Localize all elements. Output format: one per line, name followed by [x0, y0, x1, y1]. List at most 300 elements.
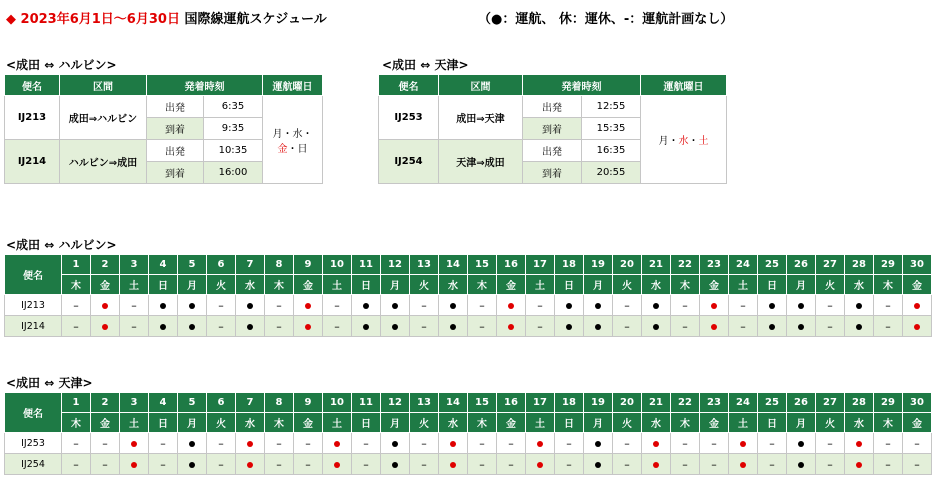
no-flight-mark: – — [294, 433, 323, 454]
legend: （●：運航、 休：運休、-：運航計画なし） — [478, 12, 734, 27]
col-header-flight: 便名 — [5, 75, 60, 96]
date-header: 13 — [410, 393, 439, 413]
no-flight-mark: – — [62, 295, 91, 316]
col-header-route: 区間 — [439, 75, 523, 96]
operating-cell — [294, 295, 323, 316]
weekday-header: 月 — [381, 275, 410, 295]
operating-dot — [247, 303, 253, 309]
date-header: 14 — [439, 393, 468, 413]
no-flight-mark: – — [265, 295, 294, 316]
date-header: 12 — [381, 393, 410, 413]
tianjin-summary-table — [378, 74, 727, 184]
dep-time: 10:35 — [204, 140, 263, 162]
date-header: 26 — [787, 393, 816, 413]
arr-label: 到着 — [147, 162, 204, 184]
date-header: 8 — [265, 393, 294, 413]
operating-cell — [294, 316, 323, 337]
operating-cell — [903, 295, 932, 316]
no-flight-mark: – — [62, 454, 91, 475]
date-header: 14 — [439, 255, 468, 275]
weekday-sep: ・ — [287, 143, 298, 155]
date-header: 19 — [584, 255, 613, 275]
no-flight-mark: – — [729, 316, 758, 337]
operating-cell — [584, 454, 613, 475]
operating-cell — [758, 316, 787, 337]
operating-cell — [642, 433, 671, 454]
operating-dot — [769, 303, 775, 309]
weekday-header: 土 — [120, 413, 149, 433]
no-flight-mark: – — [497, 454, 526, 475]
no-flight-mark: – — [700, 454, 729, 475]
no-flight-mark: – — [816, 316, 845, 337]
weekday-sep: ・ — [282, 128, 293, 140]
arr-time: 20:55 — [582, 162, 641, 184]
no-flight-mark: – — [816, 433, 845, 454]
operating-dot-red — [740, 462, 746, 468]
date-header: 22 — [671, 393, 700, 413]
weekday: 水 — [678, 136, 689, 147]
operating-cell — [120, 454, 149, 475]
operating-cell — [352, 295, 381, 316]
operating-cell — [642, 454, 671, 475]
operating-cell — [323, 433, 352, 454]
operating-cell — [439, 433, 468, 454]
date-header: 24 — [729, 255, 758, 275]
operating-cell — [439, 454, 468, 475]
tianjin-calendar-title: <成田 ⇔ 天津> — [6, 376, 93, 390]
no-flight-mark: – — [874, 295, 903, 316]
no-flight-mark: – — [410, 433, 439, 454]
dep-time: 12:55 — [582, 96, 641, 118]
operating-dot-red — [537, 462, 543, 468]
date-header: 10 — [323, 255, 352, 275]
flight-route: 成田⇒天津 — [439, 96, 523, 140]
date-header: 27 — [816, 255, 845, 275]
operating-cell — [700, 295, 729, 316]
no-flight-mark: – — [555, 433, 584, 454]
operating-cell — [381, 295, 410, 316]
dep-label: 出発 — [523, 96, 582, 118]
date-header: 18 — [555, 393, 584, 413]
no-flight-mark: – — [671, 433, 700, 454]
weekday-header: 土 — [729, 413, 758, 433]
no-flight-mark: – — [613, 316, 642, 337]
col-header-flight: 便名 — [5, 393, 62, 433]
operating-days — [263, 96, 323, 184]
harbin-summary-table — [4, 74, 323, 184]
date-header: 23 — [700, 393, 729, 413]
weekday-header: 火 — [410, 413, 439, 433]
operating-dot-red — [856, 441, 862, 447]
no-flight-mark: – — [410, 454, 439, 475]
arr-label: 到着 — [523, 162, 582, 184]
operating-cell — [149, 295, 178, 316]
weekday-header: 土 — [526, 413, 555, 433]
no-flight-mark: – — [874, 433, 903, 454]
weekday-sep: ・ — [302, 128, 313, 140]
date-header: 29 — [874, 255, 903, 275]
operating-cell — [700, 316, 729, 337]
no-flight-mark: – — [323, 295, 352, 316]
operating-cell — [729, 433, 758, 454]
col-header-route: 区間 — [60, 75, 147, 96]
no-flight-mark: – — [265, 454, 294, 475]
weekday-header: 金 — [700, 275, 729, 295]
weekday-header: 木 — [468, 413, 497, 433]
operating-cell — [787, 316, 816, 337]
no-flight-mark: – — [294, 454, 323, 475]
no-flight-mark: – — [816, 295, 845, 316]
col-header-flight: 便名 — [5, 255, 62, 295]
date-header: 4 — [149, 393, 178, 413]
weekday-header: 金 — [294, 413, 323, 433]
operating-dot-red — [508, 324, 514, 330]
operating-dot — [189, 303, 195, 309]
date-header: 18 — [555, 255, 584, 275]
no-flight-mark: – — [120, 295, 149, 316]
col-header-flight: 便名 — [379, 75, 439, 96]
flight-label: IJ254 — [5, 454, 62, 475]
date-header: 5 — [178, 255, 207, 275]
operating-dot — [392, 441, 398, 447]
date-header: 20 — [613, 255, 642, 275]
flight-number: IJ254 — [379, 140, 439, 184]
harbin-calendar-table — [4, 254, 932, 337]
operating-cell — [642, 295, 671, 316]
weekday-header: 火 — [613, 275, 642, 295]
no-flight-mark: – — [91, 454, 120, 475]
date-header: 21 — [642, 255, 671, 275]
table-row — [5, 316, 932, 337]
no-flight-mark: – — [207, 295, 236, 316]
operating-dot — [363, 324, 369, 330]
title-diamond: ◆ — [6, 12, 16, 27]
weekday-header: 日 — [758, 275, 787, 295]
weekday-header: 土 — [323, 413, 352, 433]
no-flight-mark: – — [352, 433, 381, 454]
operating-cell — [497, 316, 526, 337]
operating-dot — [798, 324, 804, 330]
weekday-header: 木 — [874, 413, 903, 433]
weekday-header: 金 — [497, 275, 526, 295]
no-flight-mark: – — [468, 316, 497, 337]
operating-dot-red — [305, 324, 311, 330]
weekday-header: 水 — [642, 413, 671, 433]
date-header: 15 — [468, 393, 497, 413]
flight-number: IJ214 — [5, 140, 60, 184]
operating-cell — [120, 433, 149, 454]
weekday-header: 日 — [352, 413, 381, 433]
date-header: 25 — [758, 393, 787, 413]
no-flight-mark: – — [497, 433, 526, 454]
weekday-header: 日 — [352, 275, 381, 295]
operating-cell — [236, 316, 265, 337]
weekday-header: 土 — [729, 275, 758, 295]
weekday-header: 木 — [62, 275, 91, 295]
operating-dot — [595, 462, 601, 468]
date-header: 11 — [352, 255, 381, 275]
operating-cell — [352, 316, 381, 337]
date-header: 2 — [91, 255, 120, 275]
operating-cell — [845, 295, 874, 316]
col-header-days: 運航曜日 — [263, 75, 323, 96]
operating-dot-red — [653, 462, 659, 468]
operating-dot — [798, 462, 804, 468]
operating-dot-red — [102, 303, 108, 309]
operating-dot — [798, 441, 804, 447]
operating-dot-red — [740, 441, 746, 447]
flight-route: ハルビン⇒成田 — [60, 140, 147, 184]
no-flight-mark: – — [91, 433, 120, 454]
date-header: 30 — [903, 393, 932, 413]
date-header: 16 — [497, 255, 526, 275]
no-flight-mark: – — [120, 316, 149, 337]
dep-time: 6:35 — [204, 96, 263, 118]
flight-route: 成田⇒ハルビン — [60, 96, 147, 140]
operating-cell — [584, 295, 613, 316]
operating-dot — [392, 303, 398, 309]
weekday-header: 木 — [671, 413, 700, 433]
col-header-time: 発着時刻 — [147, 75, 263, 96]
operating-cell — [584, 433, 613, 454]
dep-label: 出発 — [523, 140, 582, 162]
date-header: 28 — [845, 255, 874, 275]
schedule-period: 2023年6月1日～6月30日 — [20, 12, 180, 27]
weekday-header: 金 — [700, 413, 729, 433]
weekday-header: 金 — [294, 275, 323, 295]
no-flight-mark: – — [410, 295, 439, 316]
weekday: 月 — [658, 136, 669, 147]
operating-dot-red — [450, 462, 456, 468]
date-header: 9 — [294, 255, 323, 275]
date-header: 4 — [149, 255, 178, 275]
date-header: 13 — [410, 255, 439, 275]
date-header: 8 — [265, 255, 294, 275]
weekday-header: 水 — [236, 275, 265, 295]
no-flight-mark: – — [758, 454, 787, 475]
operating-dot — [363, 303, 369, 309]
date-header: 3 — [120, 255, 149, 275]
operating-dot-red — [711, 303, 717, 309]
operating-cell — [91, 316, 120, 337]
no-flight-mark: – — [352, 454, 381, 475]
operating-cell — [439, 316, 468, 337]
flight-label: IJ253 — [5, 433, 62, 454]
date-header: 1 — [62, 393, 91, 413]
weekday-header: 水 — [236, 413, 265, 433]
weekday-header: 日 — [758, 413, 787, 433]
flight-label: IJ214 — [5, 316, 62, 337]
weekday-header: 日 — [555, 275, 584, 295]
no-flight-mark: – — [62, 316, 91, 337]
no-flight-mark: – — [700, 433, 729, 454]
weekday-sep: ・ — [688, 136, 699, 147]
no-flight-mark: – — [526, 295, 555, 316]
operating-dot — [450, 324, 456, 330]
operating-cell — [381, 433, 410, 454]
operating-dot — [595, 441, 601, 447]
operating-cell — [149, 316, 178, 337]
operating-cell — [787, 454, 816, 475]
date-header: 17 — [526, 393, 555, 413]
no-flight-mark: – — [207, 433, 236, 454]
date-header: 7 — [236, 255, 265, 275]
operating-cell — [758, 295, 787, 316]
weekday-header: 金 — [91, 275, 120, 295]
weekday-header: 日 — [555, 413, 584, 433]
operating-dot — [595, 324, 601, 330]
no-flight-mark: – — [265, 433, 294, 454]
no-flight-mark: – — [468, 454, 497, 475]
col-header-days: 運航曜日 — [641, 75, 727, 96]
operating-dot — [856, 324, 862, 330]
date-header: 27 — [816, 393, 845, 413]
flight-number: IJ253 — [379, 96, 439, 140]
no-flight-mark: – — [149, 433, 178, 454]
weekday-header: 木 — [265, 275, 294, 295]
weekday-header: 水 — [439, 275, 468, 295]
arr-time: 16:00 — [204, 162, 263, 184]
weekday-header: 火 — [410, 275, 439, 295]
weekday-sep: ・ — [668, 136, 679, 147]
weekday-header: 月 — [381, 413, 410, 433]
operating-dot — [798, 303, 804, 309]
flight-route: 天津⇒成田 — [439, 140, 523, 184]
operating-dot — [160, 303, 166, 309]
weekday-header: 土 — [526, 275, 555, 295]
weekday-header: 木 — [62, 413, 91, 433]
operating-cell — [729, 454, 758, 475]
flight-number: IJ213 — [5, 96, 60, 140]
no-flight-mark: – — [671, 316, 700, 337]
operating-dot-red — [856, 462, 862, 468]
weekday-header: 月 — [584, 275, 613, 295]
date-header: 22 — [671, 255, 700, 275]
date-header: 6 — [207, 393, 236, 413]
weekday-header: 月 — [787, 413, 816, 433]
date-header: 25 — [758, 255, 787, 275]
operating-cell — [91, 295, 120, 316]
operating-dot — [189, 462, 195, 468]
operating-dot — [566, 324, 572, 330]
weekday-header: 火 — [816, 275, 845, 295]
date-header: 30 — [903, 255, 932, 275]
harbin-section-title: <成田 ⇔ ハルビン> — [6, 58, 117, 72]
operating-days — [641, 96, 727, 184]
operating-dot — [653, 303, 659, 309]
weekday-header: 火 — [207, 275, 236, 295]
date-header: 19 — [584, 393, 613, 413]
no-flight-mark: – — [729, 295, 758, 316]
operating-cell — [555, 295, 584, 316]
operating-dot-red — [914, 303, 920, 309]
arr-label: 到着 — [523, 118, 582, 140]
no-flight-mark: – — [265, 316, 294, 337]
operating-dot-red — [131, 441, 137, 447]
operating-dot — [247, 324, 253, 330]
no-flight-mark: – — [903, 433, 932, 454]
operating-dot — [566, 303, 572, 309]
operating-cell — [439, 295, 468, 316]
operating-cell — [236, 295, 265, 316]
date-header: 9 — [294, 393, 323, 413]
dep-time: 16:35 — [582, 140, 641, 162]
operating-dot-red — [537, 441, 543, 447]
operating-dot — [160, 324, 166, 330]
weekday-header: 水 — [845, 275, 874, 295]
no-flight-mark: – — [555, 454, 584, 475]
table-row — [5, 433, 932, 454]
arr-time: 9:35 — [204, 118, 263, 140]
weekday-header: 金 — [497, 413, 526, 433]
operating-dot — [653, 324, 659, 330]
weekday-header: 火 — [207, 413, 236, 433]
operating-cell — [178, 316, 207, 337]
operating-cell — [497, 295, 526, 316]
operating-dot-red — [305, 303, 311, 309]
operating-dot-red — [508, 303, 514, 309]
no-flight-mark: – — [874, 316, 903, 337]
no-flight-mark: – — [874, 454, 903, 475]
weekday-header: 日 — [149, 275, 178, 295]
arr-label: 到着 — [147, 118, 204, 140]
date-header: 24 — [729, 393, 758, 413]
operating-cell — [323, 454, 352, 475]
operating-dot — [856, 303, 862, 309]
dep-label: 出発 — [147, 140, 204, 162]
no-flight-mark: – — [410, 316, 439, 337]
harbin-calendar-title: <成田 ⇔ ハルビン> — [6, 238, 117, 252]
schedule-title: 国際線運航スケジュール — [184, 12, 327, 27]
weekday-header: 水 — [845, 413, 874, 433]
no-flight-mark: – — [613, 295, 642, 316]
operating-cell — [903, 316, 932, 337]
operating-cell — [526, 454, 555, 475]
date-header: 11 — [352, 393, 381, 413]
weekday-header: 水 — [439, 413, 468, 433]
weekday: 土 — [698, 136, 709, 147]
operating-cell — [381, 454, 410, 475]
table-row — [5, 295, 932, 316]
weekday-header: 火 — [816, 413, 845, 433]
operating-dot — [392, 462, 398, 468]
weekday-header: 木 — [671, 275, 700, 295]
operating-dot-red — [102, 324, 108, 330]
date-header: 21 — [642, 393, 671, 413]
weekday-header: 水 — [642, 275, 671, 295]
no-flight-mark: – — [323, 316, 352, 337]
date-header: 10 — [323, 393, 352, 413]
dep-label: 出発 — [147, 96, 204, 118]
date-header: 29 — [874, 393, 903, 413]
date-header: 2 — [91, 393, 120, 413]
flight-label: IJ213 — [5, 295, 62, 316]
operating-dot-red — [247, 441, 253, 447]
operating-cell — [178, 295, 207, 316]
operating-cell — [236, 433, 265, 454]
weekday-header: 月 — [178, 275, 207, 295]
table-row — [5, 454, 932, 475]
weekday: 金 — [277, 143, 288, 155]
date-header: 20 — [613, 393, 642, 413]
no-flight-mark: – — [207, 454, 236, 475]
date-header: 26 — [787, 255, 816, 275]
date-header: 23 — [700, 255, 729, 275]
operating-cell — [845, 433, 874, 454]
date-header: 12 — [381, 255, 410, 275]
operating-dot-red — [131, 462, 137, 468]
weekday: 水 — [292, 128, 303, 140]
